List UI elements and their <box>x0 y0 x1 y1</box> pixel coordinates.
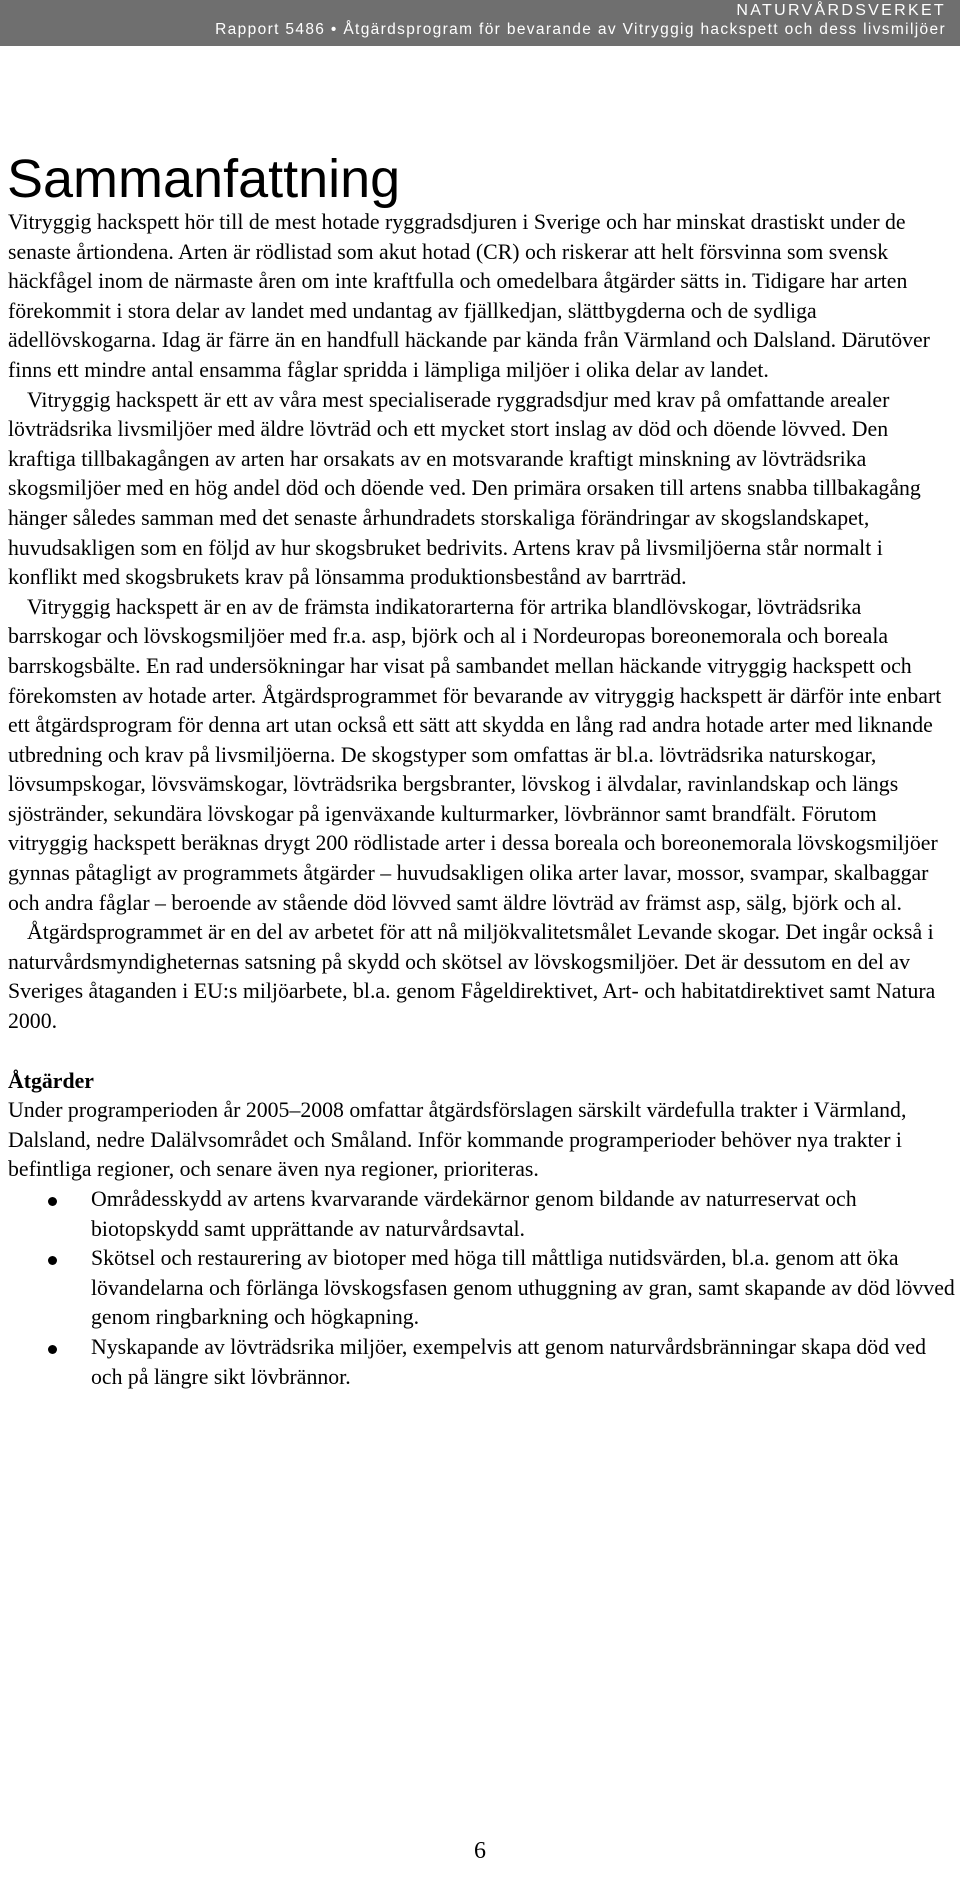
page-number: 6 <box>474 1838 486 1864</box>
list-item-text: Områdesskydd av artens kvarvarande värdekärnor genom bildande av naturreservat och biotopskydd samt upprättande av naturvårdsavtal. <box>91 1187 857 1241</box>
actions-list <box>8 1185 956 1392</box>
summary-paragraph: Vitryggig hackspett är en av de främsta indikatorarterna för artrika blandlövskogar, lövträdsrika barrskogar och lövskogsmiljöer med fr.a. asp, björk och al i Nordeuropas boreonemorala och boreala barrskogsbälte. En rad undersökningar har visat på sambandet mellan häckande vitryggig hackspett och förekomsten av hotade arter. Åtgärdsprogrammet för bevarande av vitryggig hackspett är därför inte enbart ett åtgärdsprogram för denna art utan också ett sätt att skydda en lång rad andra hotade arter med liknande utbredning och krav på livsmiljöerna. De skogstyper som omfattas är bl.a. lövträdsrika naturskogar, lövsumpskogar, lövsvämskogar, lövträdsrika bergsbranter, lövskog i älvdalar, ravinlandskap och längs sjöstränder, sekundära lövskogar på igenväxande kulturmarker, lövbrännor samt brandfält. Förutom vitryggig hackspett beräknas drygt 200 rödlistade arter i dessa boreala och boreonemorala lövskogsmiljöer gynnas påtagligt av programmets åtgärder – huvudsakligen olika arter lavar, mossor, svampar, skalbaggar och andra fåglar – beroende av stående död lövved samt äldre lövträd av främst asp, sälg, björk och al. <box>8 594 942 915</box>
summary-paragraph: Vitryggig hackspett hör till de mest hotade ryggradsdjuren i Sverige och har minskat drastiskt under de senaste årtiondena. Arten är rödlistad som akut hotad (CR) och riskerar att helt försvinna som svensk häckfågel inom de närmaste åren om inte kraftfulla och omedelbara åtgärder sätts in. Tidigare har arten förekommit i stora delar av landet med undantag av fjällkedjan, slättbygderna och de sydliga ädellövskogarna. Idag är färre än en handfull häckande par kända från Värmland och Dalsland. Därutöver finns ett mindre antal ensamma fåglar spridda i lämpliga miljöer i olika delar av landet. <box>8 210 930 382</box>
list-item-text: Nyskapande av lövträdsrika miljöer, exempelvis att genom naturvårdsbränningar skapa död ved och på längre sikt lövbrännor. <box>91 1334 927 1389</box>
list-item <box>8 1333 956 1392</box>
summary-paragraph: Åtgärdsprogrammet är en del av arbetet för att nå miljökvalitetsmålet Levande skogar. Det ingår också i naturvårdsmyndigheternas satsning på skydd och skötsel av lövskogsmiljöer. Det är dessutom en del av Sveriges åtaganden i EU:s miljöarbete, bl.a. genom Fågeldirektivet, Art- och habitatdirektivet samt Natura 2000. <box>8 920 936 1034</box>
page-title: Sammanfattning <box>7 149 401 209</box>
actions-intro: Under programperioden år 2005–2008 omfattar åtgärdsförslagen särskilt värdefulla trakter i Värmland, Dalsland, nedre Dalälvsområdet och Småland. Inför kommande programperioder behöver nya trakter i befintliga regioner, och senare även nya regioner, prioriteras. <box>8 1098 907 1182</box>
bullet-icon <box>48 1345 57 1354</box>
bullet-icon <box>48 1197 57 1206</box>
organization-name: NATURVÅRDSVERKET <box>736 2 946 19</box>
section-heading-actions: Åtgärder <box>8 1068 94 1093</box>
list-item <box>8 1244 956 1333</box>
document-body <box>8 208 956 1392</box>
bullet-icon <box>48 1256 57 1265</box>
summary-paragraph: Vitryggig hackspett är ett av våra mest specialiserade ryggradsdjur med krav på omfattande arealer lövträdsrika livsmiljöer med äldre lövträd och ett mycket stort inslag av död och döende lövved. Den kraftiga tillbakagången av arten har orsakats av en motsvarande kraftigt minskning av lövträdsrika skogsmiljöer med en hög andel död och döende ved. Den primära orsaken till artens snabba tillbakagång hänger således samman med det senaste århundradets storskaliga förändringar av skogslandskapet, huvudsakligen som en följd av hur skogsbruket bedrivits. Artens krav på livsmiljöerna står normalt i konflikt med skogsbrukets krav på lönsamma produktionsbestånd av barrträd. <box>8 387 921 590</box>
list-item <box>8 1185 956 1244</box>
report-title-line: Rapport 5486 • Åtgärdsprogram för bevarande av Vitryggig hackspett och dess livsmiljöer <box>215 21 946 38</box>
list-item-text: Skötsel och restaurering av biotoper med höga till måttliga nutidsvärden, bl.a. genom att öka lövandelarna och förlänga lövskogsfasen genom uthuggning av gran, samt skapande av död lövved genom ringbarkning och högkapning. <box>91 1246 955 1330</box>
report-header <box>0 0 960 46</box>
